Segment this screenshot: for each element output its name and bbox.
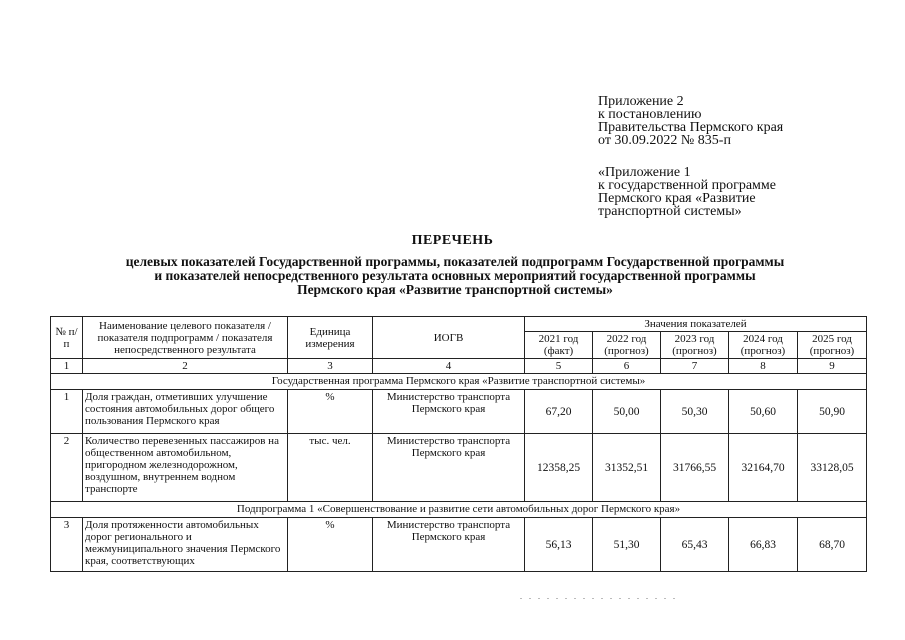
row-name: Количество перевезенных пассажиров на общественном автомобильном, пригородном железнодорожном, воздушном, внутреннем водном транспорте (83, 434, 288, 502)
column-number: 7 (661, 359, 729, 374)
appendix-1-line: транспортной системы» (598, 204, 742, 219)
section-title: Государственная программа Пермского края «Развитие транспортной системы» (51, 374, 867, 390)
row-value: 31766,55 (661, 434, 729, 502)
row-value: 50,60 (729, 390, 798, 434)
row-iogv: Министерство транспорта Пермского края (373, 434, 525, 502)
appendix-2-line: к постановлению (598, 107, 702, 122)
header-iogv: ИОГВ (373, 317, 525, 359)
subtitle-line: целевых показателей Государственной программы, показателей подпрограмм Государственной программы (125, 254, 785, 269)
row-iogv: Министерство транспорта Пермского края (373, 390, 525, 434)
scan-artifact (520, 598, 680, 599)
column-number: 3 (288, 359, 373, 374)
appendix-2-line: Приложение 2 (598, 94, 684, 109)
row-unit: тыс. чел. (288, 434, 373, 502)
row-value: 65,43 (661, 518, 729, 572)
row-value: 12358,25 (525, 434, 593, 502)
row-value: 50,30 (661, 390, 729, 434)
header-year: 2023 год (прогноз) (661, 332, 729, 359)
header-row-1 (51, 317, 867, 332)
header-year: 2022 год (прогноз) (593, 332, 661, 359)
appendix-2-line: Правительства Пермского края (598, 120, 784, 135)
table-row (51, 518, 867, 572)
row-num: 2 (51, 434, 83, 502)
table-row (51, 434, 867, 502)
appendix-1-line: «Приложение 1 (598, 165, 691, 180)
appendix-1-header (598, 166, 776, 218)
section-row-subprogram (51, 502, 867, 518)
row-unit: % (288, 518, 373, 572)
header-name: Наименование целевого показателя / показателя подпрограмм / показателя непосредственного результата (83, 317, 288, 359)
row-value: 50,00 (593, 390, 661, 434)
header-num: № п/п (51, 317, 83, 359)
header-year: 2021 год (факт) (525, 332, 593, 359)
row-num: 3 (51, 518, 83, 572)
row-value: 50,90 (798, 390, 867, 434)
header-year: 2024 год (прогноз) (729, 332, 798, 359)
appendix-1-line: Пермского края «Развитие (598, 191, 756, 206)
column-number: 9 (798, 359, 867, 374)
column-number: 1 (51, 359, 83, 374)
row-num: 1 (51, 390, 83, 434)
column-numbers-row (51, 359, 867, 374)
row-value: 31352,51 (593, 434, 661, 502)
section-row-program (51, 374, 867, 390)
row-value: 56,13 (525, 518, 593, 572)
document-title: ПЕРЕЧЕНЬ (411, 233, 494, 248)
appendix-2-line: от 30.09.2022 № 835-п (598, 133, 731, 148)
appendix-2-header (598, 95, 783, 147)
header-unit: Единица измерения (288, 317, 373, 359)
table-row (51, 390, 867, 434)
header-values-group: Значения показателей (525, 317, 867, 332)
column-number: 5 (525, 359, 593, 374)
column-number: 6 (593, 359, 661, 374)
row-unit: % (288, 390, 373, 434)
appendix-1-line: к государственной программе (598, 178, 776, 193)
document-subtitle (60, 255, 850, 297)
row-value: 68,70 (798, 518, 867, 572)
subtitle-line: и показателей непосредственного результата основных мероприятий государственной программы (154, 268, 756, 283)
row-value: 32164,70 (729, 434, 798, 502)
row-value: 33128,05 (798, 434, 867, 502)
row-value: 66,83 (729, 518, 798, 572)
row-iogv: Министерство транспорта Пермского края (373, 518, 525, 572)
row-value: 51,30 (593, 518, 661, 572)
section-title: Подпрограмма 1 «Совершенствование и развитие сети автомобильных дорог Пермского края» (51, 502, 867, 518)
column-number: 2 (83, 359, 288, 374)
row-name: Доля протяженности автомобильных дорог регионального и межмуниципального значения Пермского края, соответствующих (83, 518, 288, 572)
header-year: 2025 год (прогноз) (798, 332, 867, 359)
row-name: Доля граждан, отметивших улучшение состояния автомобильных дорог общего пользования Пермского края (83, 390, 288, 434)
column-number: 4 (373, 359, 525, 374)
column-number: 8 (729, 359, 798, 374)
subtitle-line: Пермского края «Развитие транспортной системы» (297, 282, 613, 297)
row-value: 67,20 (525, 390, 593, 434)
indicators-table (50, 316, 867, 572)
